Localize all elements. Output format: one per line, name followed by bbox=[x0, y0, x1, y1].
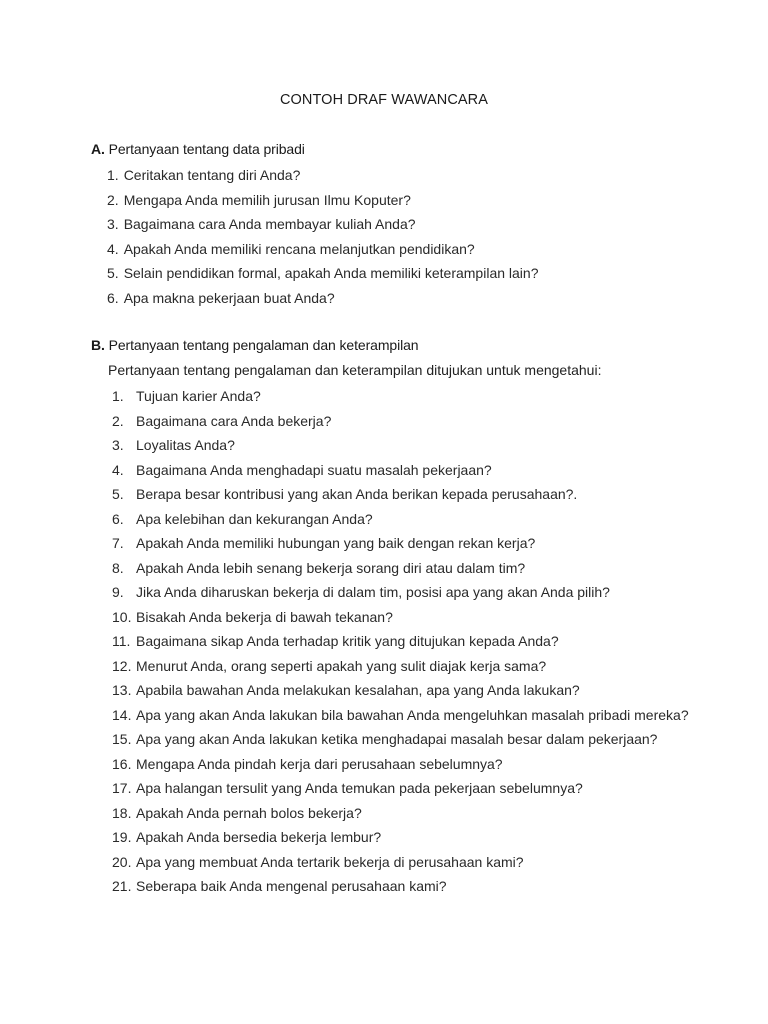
item-number: 2. bbox=[112, 412, 124, 429]
item-text: Bagaimana cara Anda membayar kuliah Anda? bbox=[123, 216, 416, 232]
item-text: Menurut Anda, orang seperti apakah yang sulit diajak kerja sama? bbox=[136, 657, 547, 674]
section-a-question-list bbox=[107, 165, 538, 312]
item-text: Tujuan karier Anda? bbox=[136, 388, 261, 404]
item-number: 1. bbox=[112, 388, 124, 404]
item-text: Mengapa Anda memilih jurusan Ilmu Koputer? bbox=[123, 191, 411, 208]
item-number: 6. bbox=[107, 289, 119, 306]
list-item bbox=[112, 386, 689, 411]
list-item bbox=[107, 239, 538, 264]
list-item bbox=[112, 680, 689, 705]
item-number: 4. bbox=[112, 461, 124, 478]
list-item bbox=[112, 827, 689, 852]
item-number: 16. bbox=[112, 755, 132, 772]
item-number: 21. bbox=[112, 878, 132, 894]
item-number: 18. bbox=[112, 804, 132, 821]
item-text: Apa makna pekerjaan buat Anda? bbox=[123, 289, 335, 306]
list-item bbox=[107, 190, 538, 215]
item-number: 3. bbox=[107, 216, 119, 232]
list-item bbox=[107, 214, 538, 239]
section-b-question-list bbox=[112, 386, 689, 901]
item-text: Bagaimana cara Anda bekerja? bbox=[136, 412, 332, 429]
item-number: 9. bbox=[112, 584, 124, 600]
item-number: 15. bbox=[112, 731, 132, 747]
list-item bbox=[112, 558, 689, 583]
item-text: Berapa besar kontribusi yang akan Anda berikan kepada perusahaan?. bbox=[136, 486, 578, 502]
item-text: Apa kelebihan dan kekurangan Anda? bbox=[136, 510, 373, 527]
item-text: Apa yang membuat Anda tertarik bekerja di perusahaan kami? bbox=[136, 853, 524, 870]
item-text: Ceritakan tentang diri Anda? bbox=[123, 167, 301, 183]
item-text: Apa halangan tersulit yang Anda temukan pada pekerjaan sebelumnya? bbox=[136, 780, 583, 796]
list-item bbox=[112, 484, 689, 509]
item-text: Apakah Anda bersedia bekerja lembur? bbox=[136, 829, 382, 845]
section-a-title: Pertanyaan tentang data pribadi bbox=[108, 141, 305, 157]
item-text: Apa yang akan Anda lakukan bila bawahan Anda mengeluhkan masalah pribadi mereka? bbox=[136, 706, 689, 723]
item-number: 3. bbox=[112, 437, 124, 453]
list-item bbox=[112, 852, 689, 877]
document-title: CONTOH DRAF WAWANCARA bbox=[279, 92, 489, 108]
item-text: Mengapa Anda pindah kerja dari perusahaan sebelumnya? bbox=[136, 755, 503, 772]
item-number: 4. bbox=[107, 240, 119, 257]
item-number: 2. bbox=[107, 191, 119, 208]
item-number: 11. bbox=[112, 633, 131, 649]
list-item bbox=[107, 165, 538, 190]
item-number: 14. bbox=[112, 706, 132, 723]
item-text: Jika Anda diharuskan bekerja di dalam tim, posisi apa yang akan Anda pilih? bbox=[136, 584, 610, 600]
item-number: 19. bbox=[112, 829, 132, 845]
item-text: Seberapa baik Anda mengenal perusahaan kami? bbox=[136, 878, 447, 894]
section-a-letter: A. bbox=[91, 141, 105, 157]
item-text: Bagaimana Anda menghadapi suatu masalah pekerjaan? bbox=[136, 461, 492, 478]
section-b-title: Pertanyaan tentang pengalaman dan keterampilan bbox=[108, 337, 419, 353]
list-item bbox=[112, 533, 689, 558]
list-item bbox=[112, 778, 689, 803]
list-item bbox=[112, 411, 689, 436]
item-number: 8. bbox=[112, 559, 124, 576]
item-number: 10. bbox=[112, 608, 132, 625]
section-b-intro: Pertanyaan tentang pengalaman dan keterampilan ditujukan untuk mengetahui: bbox=[108, 362, 602, 378]
item-text: Bagaimana sikap Anda terhadap kritik yang ditujukan kepada Anda? bbox=[136, 633, 559, 649]
item-text: Apakah Anda pernah bolos bekerja? bbox=[136, 804, 362, 821]
section-a-heading bbox=[91, 141, 305, 157]
item-text: Apakah Anda lebih senang bekerja sorang diri atau dalam tim? bbox=[136, 559, 526, 576]
section-b-heading bbox=[91, 337, 418, 353]
list-item bbox=[112, 803, 689, 828]
list-item bbox=[112, 729, 689, 754]
item-number: 5. bbox=[112, 486, 124, 502]
list-item bbox=[112, 460, 689, 485]
list-item bbox=[112, 656, 689, 681]
item-text: Apakah Anda memiliki hubungan yang baik dengan rekan kerja? bbox=[136, 535, 536, 551]
list-item bbox=[107, 263, 538, 288]
section-b-letter: B. bbox=[91, 337, 105, 353]
item-text: Apakah Anda memiliki rencana melanjutkan pendidikan? bbox=[123, 240, 475, 257]
list-item bbox=[112, 754, 689, 779]
item-number: 20. bbox=[112, 853, 132, 870]
item-text: Selain pendidikan formal, apakah Anda memiliki keterampilan lain? bbox=[123, 265, 539, 281]
item-number: 1. bbox=[107, 167, 119, 183]
item-number: 13. bbox=[112, 682, 132, 698]
list-item bbox=[112, 607, 689, 632]
item-number: 5. bbox=[107, 265, 119, 281]
item-text: Bisakah Anda bekerja di bawah tekanan? bbox=[136, 608, 393, 625]
item-text: Loyalitas Anda? bbox=[136, 437, 235, 453]
item-number: 7. bbox=[112, 535, 124, 551]
list-item bbox=[112, 705, 689, 730]
list-item bbox=[112, 876, 689, 901]
item-number: 12. bbox=[112, 657, 132, 674]
list-item bbox=[112, 435, 689, 460]
list-item bbox=[112, 631, 689, 656]
list-item bbox=[112, 509, 689, 534]
item-number: 17. bbox=[112, 780, 132, 796]
list-item bbox=[112, 582, 689, 607]
item-text: Apabila bawahan Anda melakukan kesalahan, apa yang Anda lakukan? bbox=[136, 682, 580, 698]
list-item bbox=[107, 288, 538, 313]
item-number: 6. bbox=[112, 510, 124, 527]
item-text: Apa yang akan Anda lakukan ketika menghadapai masalah besar dalam pekerjaan? bbox=[136, 731, 658, 747]
